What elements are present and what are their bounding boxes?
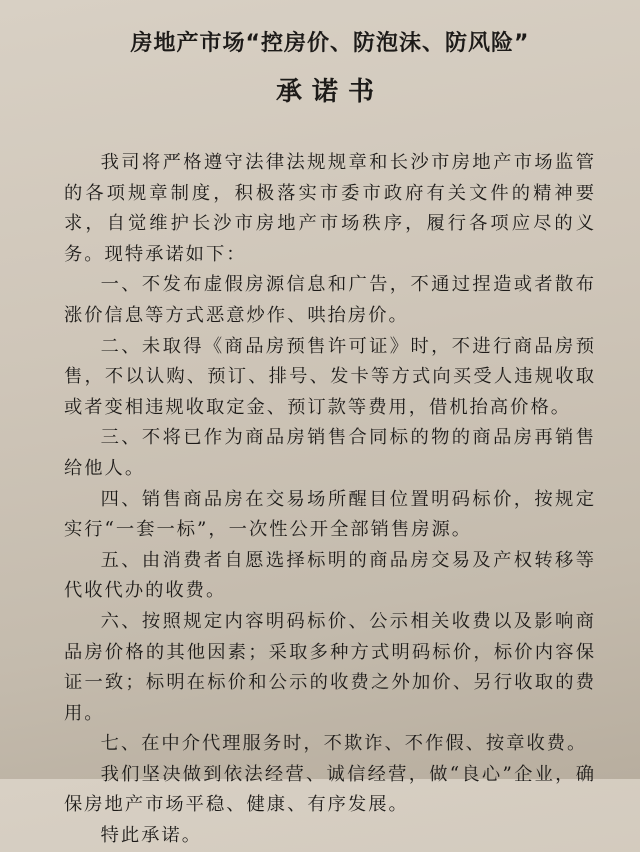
document-body bbox=[64, 148, 596, 852]
paragraph-item-3: 三、不将已作为商品房销售合同标的物的商品房再销售给他人。 bbox=[64, 427, 596, 479]
paragraph-intro: 我司将严格遵守法律法规规章和长沙市房地产市场监管的各项规章制度，积极落实市委市政府有关文件的精神要求，自觉维护长沙市房地产市场秩序，履行各项应尽的义务。现特承诺如下： bbox=[64, 152, 596, 265]
paragraph-item-6: 六、按照规定内容明码标价、公示相关收费以及影响商品房价格的其他因素；采取多种方式明码标价，标价内容保证一致；标明在标价和公示的收费之外加价、另行收取的费用。 bbox=[64, 610, 596, 724]
closing-statement: 特此承诺。 bbox=[100, 825, 202, 847]
paragraph-item-1: 一、不发布虚假房源信息和广告，不通过捏造或者散布涨价信息等方式恶意炒作、哄抬房价。 bbox=[64, 274, 596, 326]
paragraph-item-2: 二、未取得《商品房预售许可证》时，不进行商品房预售，不以认购、预订、排号、发卡等方式向买受人违规收取或者变相违规收取定金、预订款等费用，借机抬高价格。 bbox=[64, 335, 596, 418]
paragraph-commitment: 我们坚决做到依法经营、诚信经营，做“良心”企业，确保房地产市场平稳、健康、有序发展。 bbox=[64, 763, 596, 816]
paragraph-item-4: 四、销售商品房在交易场所醒目位置明码标价，按规定实行“一套一标”，一次性公开全部销售房源。 bbox=[64, 488, 596, 541]
paragraph-item-5: 五、由消费者自愿选择标明的商品房交易及产权转移等代收代办的收费。 bbox=[64, 549, 596, 602]
document-header-title: 房地产市场“控房价、防泡沫、防风险” bbox=[130, 31, 530, 56]
paragraph-item-7: 七、在中介代理服务时，不欺诈、不作假、按章收费。 bbox=[100, 733, 588, 755]
document-title: 承诺书 bbox=[275, 77, 384, 107]
